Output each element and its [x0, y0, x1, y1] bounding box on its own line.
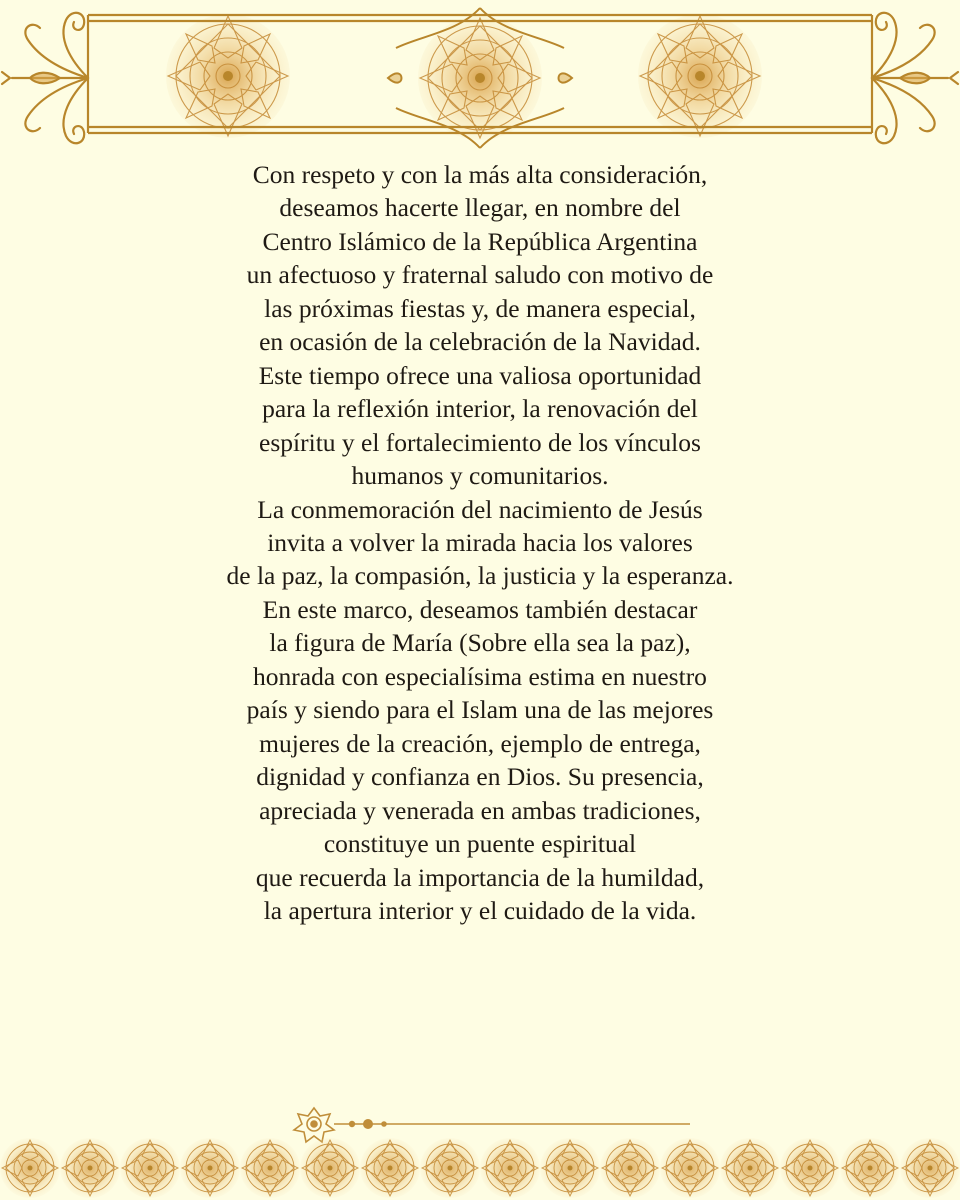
message-line: de la paz, la compasión, la justicia y la esperanza. — [226, 561, 734, 591]
message-line: humanos y comunitarios. — [351, 461, 609, 491]
bottom-mandala-border — [0, 1132, 960, 1200]
message-line: Con respeto y con la más alta consideración, — [252, 160, 708, 189]
message-line: En este marco, deseamos también destacar — [262, 594, 698, 624]
message-line: mujeres de la creación, ejemplo de entrega, — [259, 728, 701, 758]
message-line: dignidad y confianza en Dios. Su presencia, — [256, 762, 704, 792]
message-line: constituye un puente espiritual — [323, 829, 637, 859]
message-line: espíritu y el fortalecimiento de los vínculos — [259, 427, 701, 457]
message-line: que recuerda la importancia de la humildad, — [255, 862, 705, 892]
message-line: La conmemoración del nacimiento de Jesús — [257, 494, 703, 524]
message-line: honrada con especialísima estima en nuestro — [253, 661, 707, 691]
message-line: Este tiempo ofrece una valiosa oportunidad — [258, 360, 702, 390]
message-line: invita a volver la mirada hacia los valores — [267, 527, 693, 557]
greeting-message — [0, 158, 960, 927]
message-line: las próximas fiestas y, de manera especial, — [264, 293, 696, 323]
message-line: deseamos hacerte llegar, en nombre del — [279, 193, 681, 223]
message-line: apreciada y venerada en ambas tradiciones, — [259, 795, 701, 825]
message-line: en ocasión de la celebración de la Navidad. — [259, 327, 701, 357]
message-line: país y siendo para el Islam una de las mejores — [246, 695, 714, 725]
top-gold-frame-ornament — [0, 0, 960, 160]
message-line: la figura de María (Sobre ella sea la paz), — [269, 628, 691, 658]
message-line: Centro Islámico de la República Argentina — [262, 226, 698, 256]
message-line: un afectuoso y fraternal saludo con motivo de — [246, 260, 714, 290]
message-line: la apertura interior y el cuidado de la vida. — [263, 895, 697, 925]
message-line: para la reflexión interior, la renovación del — [262, 394, 698, 424]
